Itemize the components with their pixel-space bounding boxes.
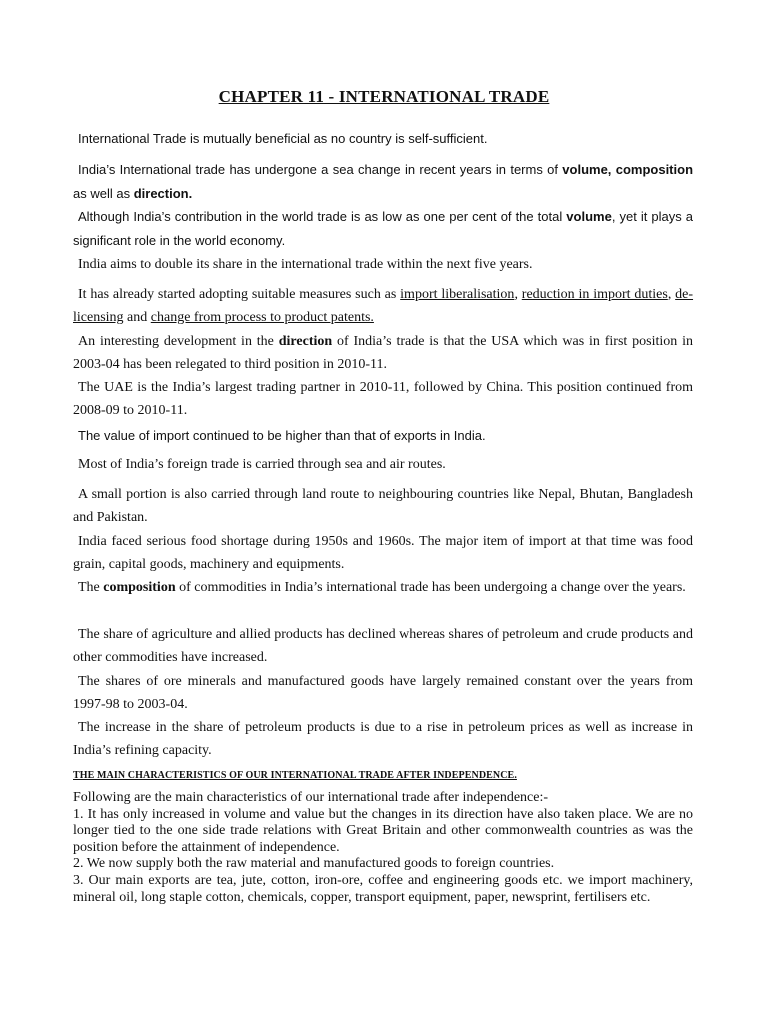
chapter-title: CHAPTER 11 - INTERNATIONAL TRADE bbox=[218, 87, 550, 106]
paragraph-ore-minerals: The shares of ore minerals and manufactured goods have largely remained constant over the years from 1997-98 to 2003-04. bbox=[73, 674, 693, 712]
characteristic-item-2: 2. We now supply both the raw material and manufactured goods to foreign countries. bbox=[73, 856, 555, 872]
paragraph-sea-air-routes: Most of India’s foreign trade is carried through sea and air routes. bbox=[78, 457, 446, 472]
paragraph-composition: The composition of commodities in India’s international trade has been undergoing a change over the years. bbox=[78, 580, 686, 595]
paragraph-petroleum: The increase in the share of petroleum products is due to a rise in petroleum prices as well as increase in India’s refining capacity. bbox=[73, 720, 693, 758]
paragraph-agriculture-share: The share of agriculture and allied products has declined whereas shares of petroleum and crude products and other commodities have increased. bbox=[73, 627, 693, 665]
paragraph-food-shortage: India faced serious food shortage during 1950s and 1960s. The major item of import at that time was food grain, capital goods, machinery and equipments. bbox=[73, 534, 693, 572]
paragraph-mutual-benefit: International Trade is mutually beneficial as no country is self-sufficient. bbox=[78, 131, 488, 146]
paragraph-measures: It has already started adopting suitable measures such as import liberalisation, reduction in import duties, de-licensing and change from process to product patents. bbox=[73, 287, 694, 325]
paragraph-import-value: The value of import continued to be higher than that of exports in India. bbox=[78, 428, 486, 443]
characteristic-item-3: 3. Our main exports are tea, jute, cotton, iron-ore, coffee and engineering goods etc. we import machinery, mineral oil, long staple cotton, chemicals, copper, transport equipment, paper, newsprint, fertilisers etc. bbox=[73, 872, 693, 905]
paragraph-contribution: Although India’s contribution in the world trade is as low as one per cent of the total volume, yet it plays a significant role in the world economy. bbox=[73, 209, 693, 248]
paragraph-sea-change: India’s International trade has undergone a sea change in recent years in terms of volume, composition as well as direction. bbox=[73, 162, 694, 201]
characteristic-item-1: 1. It has only increased in volume and value but the changes in its direction have also taken place. We are no longer tied to the one side trade relations with Great Britain and other commonwealth countries as was the position before the attainment of independence. bbox=[73, 806, 693, 855]
paragraph-direction: An interesting development in the direction of India’s trade is that the USA which was in first position in 2003-04 has been relegated to third position in 2010-11. bbox=[73, 334, 693, 372]
paragraph-land-route: A small portion is also carried through land route to neighbouring countries like Nepal, Bhutan, Bangladesh and Pakistan. bbox=[73, 487, 693, 525]
paragraph-double-share: India aims to double its share in the international trade within the next five years. bbox=[78, 257, 533, 272]
characteristics-intro: Following are the main characteristics of our international trade after independence:- bbox=[73, 790, 549, 805]
paragraph-uae-partner: The UAE is the India’s largest trading partner in 2010-11, followed by China. This position continued from 2008-09 to 2010-11. bbox=[73, 380, 693, 418]
section-subheading: THE MAIN CHARACTERISTICS OF OUR INTERNATIONAL TRADE AFTER INDEPENDENCE. bbox=[73, 770, 517, 781]
characteristics-block bbox=[73, 790, 693, 906]
